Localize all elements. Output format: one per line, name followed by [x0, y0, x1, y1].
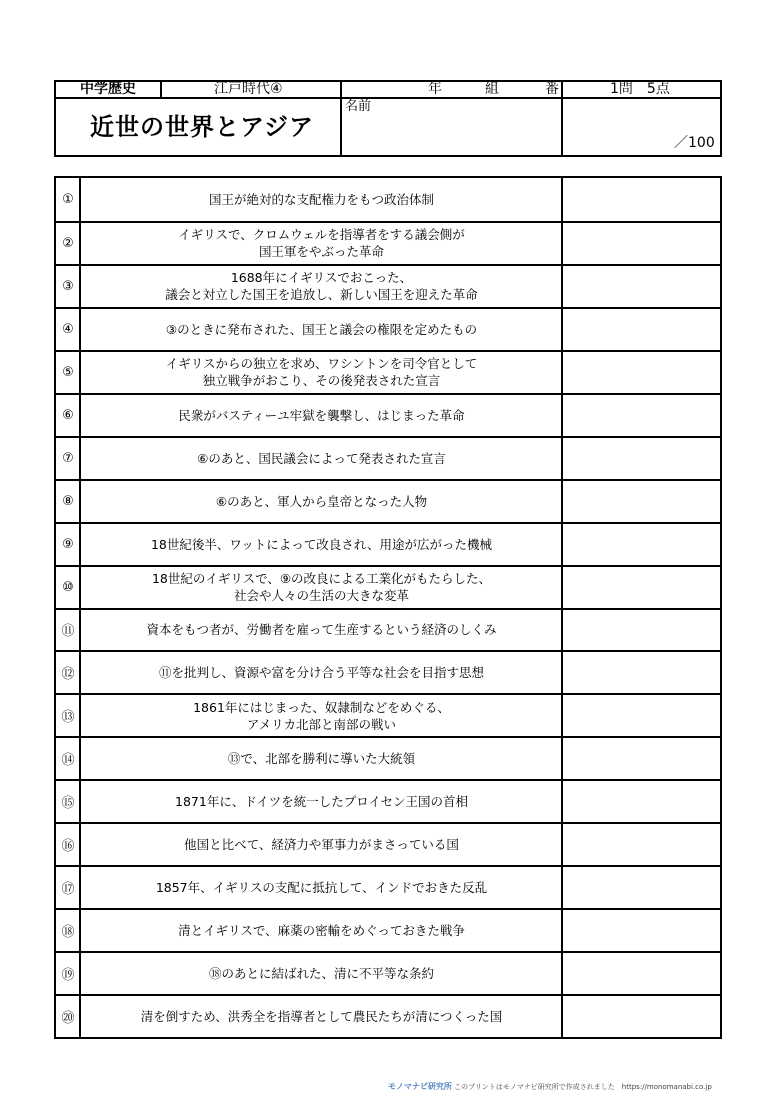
question-text: 18世紀のイギリスで、⑨の改良による工業化がもたらした、 社会や人々の生活の大きな変革: [151, 571, 492, 604]
question-number: ⑬: [61, 710, 75, 726]
question-row: [56, 650, 720, 693]
answer-cell[interactable]: [562, 352, 720, 393]
answer-cell[interactable]: [562, 781, 720, 822]
answer-cell[interactable]: [562, 438, 720, 479]
question-row: [56, 951, 720, 994]
question-row: [56, 865, 720, 908]
name-label: 名前: [345, 99, 372, 114]
question-number: ①: [62, 191, 74, 207]
question-row: [56, 522, 720, 565]
answer-cell[interactable]: [562, 996, 720, 1037]
footer-note: このプリントはモノマナビ研究所で作成されました https://monomanabi.co.jp: [454, 1083, 712, 1091]
subject-label: 中学歴史: [80, 81, 136, 97]
question-row: [56, 779, 720, 822]
answer-cell[interactable]: [562, 178, 720, 221]
question-row: [56, 822, 720, 865]
era-label: 江戸時代④: [214, 81, 283, 97]
year-label: 年: [428, 81, 442, 97]
question-number: ⑱: [61, 925, 75, 941]
question-text: ⑬で、北部を勝利に導いた大統領: [227, 751, 416, 767]
question-number: ③: [62, 278, 74, 294]
question-number: ⑦: [62, 450, 74, 466]
question-number: ②: [62, 235, 74, 251]
question-number: ④: [62, 321, 74, 337]
answer-cell[interactable]: [562, 910, 720, 951]
worksheet-title: 近世の世界とアジア: [90, 113, 315, 141]
question-number: ⑰: [61, 882, 75, 898]
question-text: 18世紀後半、ワットによって改良され、用途が広がった機械: [150, 536, 493, 552]
score-field[interactable]: [564, 100, 670, 154]
question-number: ⑪: [61, 624, 75, 640]
answer-cell[interactable]: [562, 481, 720, 522]
answer-cell[interactable]: [562, 695, 720, 736]
question-row: [56, 350, 720, 393]
class-label: 組: [485, 81, 499, 97]
question-text: 資本をもつ者が、労働者を雇って生産するという経済のしくみ: [146, 622, 497, 638]
question-number: ⑤: [62, 364, 74, 380]
question-number: ⑭: [61, 753, 75, 769]
name-field[interactable]: [343, 115, 559, 155]
question-number: ⑲: [61, 968, 75, 984]
question-text: 民衆がバスティーユ牢獄を襲撃し、はじまった革命: [178, 407, 465, 423]
question-text: 清を倒すため、洪秀全を指導者として農民たちが清につくった国: [140, 1009, 503, 1025]
answer-cell[interactable]: [562, 266, 720, 307]
question-row: [56, 436, 720, 479]
question-number: ⑥: [62, 407, 74, 423]
footer: [388, 1082, 712, 1092]
question-text: ⑥のあと、国民議会によって発表された宣言: [197, 450, 446, 466]
question-text: ⑥のあと、軍人から皇帝となった人物: [215, 493, 428, 509]
question-text: ⑪を批判し、資源や富を分け合う平等な社会を目指す思想: [158, 665, 484, 681]
question-number: ⑳: [61, 1011, 75, 1027]
question-row: [56, 307, 720, 350]
answer-cell[interactable]: [562, 738, 720, 779]
question-text: 1861年にはじまった、奴隷制などをめぐる、 アメリカ北部と南部の戦い: [193, 699, 450, 732]
answer-cell[interactable]: [562, 953, 720, 994]
header-cell-divider: [340, 80, 342, 157]
question-row: [56, 479, 720, 522]
question-text: 清とイギリスで、麻薬の密輸をめぐっておきた戦争: [178, 923, 465, 939]
question-number: ⑯: [61, 839, 75, 855]
question-text: ⑱のあとに結ばれた、清に不平等な条約: [208, 966, 434, 982]
number-label: 番: [545, 81, 559, 97]
question-number: ⑮: [61, 796, 75, 812]
question-number: ⑧: [62, 493, 74, 509]
answer-cell[interactable]: [562, 824, 720, 865]
answer-cell[interactable]: [562, 610, 720, 651]
question-text: 1688年にイギリスでおこった、 議会と対立した国王を追放し、新しい国王を迎えた革命: [165, 270, 478, 303]
question-row: [56, 608, 720, 651]
question-row: [56, 994, 720, 1037]
score-total: ／100: [674, 135, 715, 151]
answer-cell[interactable]: [562, 867, 720, 908]
question-table: [54, 176, 722, 1039]
question-number: ⑩: [62, 579, 74, 595]
question-text: イギリスからの独立を求め、ワシントンを司令官として 独立戦争がおこり、その後発表された宣言: [165, 356, 478, 389]
footer-brand: モノマナビ研究所: [388, 1082, 452, 1091]
question-row: [56, 264, 720, 307]
question-text: 他国と比べて、経済力や軍事力がまさっている国: [184, 837, 459, 853]
question-row: [56, 693, 720, 736]
answer-cell[interactable]: [562, 395, 720, 436]
question-row: [56, 565, 720, 608]
header-cell-divider: [160, 80, 162, 98]
answer-cell[interactable]: [562, 524, 720, 565]
question-row: [56, 908, 720, 951]
question-row: [56, 221, 720, 264]
question-text: 1871年に、ドイツを統一したプロイセン王国の首相: [175, 794, 468, 810]
header-cell-divider: [561, 80, 563, 157]
question-number: ⑨: [62, 536, 74, 552]
question-row: [56, 178, 720, 221]
question-text: イギリスで、クロムウェルを指導者をする議会側が 国王軍をやぶった革命: [178, 227, 465, 260]
answer-cell[interactable]: [562, 652, 720, 693]
question-text: 国王が絶対的な支配権力をもつ政治体制: [208, 191, 434, 207]
answer-cell[interactable]: [562, 567, 720, 608]
question-text: 1857年、イギリスの支配に抵抗して、インドでおきた反乱: [155, 880, 488, 896]
answer-cell[interactable]: [562, 223, 720, 264]
question-row: [56, 393, 720, 436]
question-row: [56, 736, 720, 779]
question-text: ③のときに発布された、国王と議会の権限を定めたもの: [165, 321, 478, 337]
answer-cell[interactable]: [562, 309, 720, 350]
question-number: ⑫: [61, 667, 75, 683]
score-rule: 1問 5点: [610, 81, 670, 97]
